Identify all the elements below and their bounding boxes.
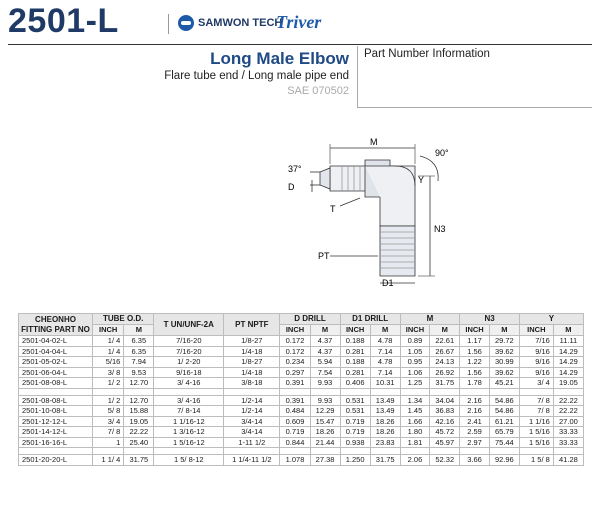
table-row xyxy=(19,427,584,438)
table-row xyxy=(19,455,584,466)
spacer-cell xyxy=(553,388,583,395)
fitting-drawing xyxy=(270,136,470,286)
table-cell: 24.13 xyxy=(430,357,460,368)
table-cell: 54.86 xyxy=(489,406,519,417)
table-cell: 23.83 xyxy=(370,437,400,448)
table-cell: 0.188 xyxy=(340,357,370,368)
label-d: D xyxy=(288,182,295,192)
part-number-cell: 2501-08-08-L xyxy=(19,395,93,406)
table-cell: 1.25 xyxy=(400,378,430,389)
spacer-cell xyxy=(224,448,280,455)
spacer-cell xyxy=(489,388,519,395)
part-number-cell: 2501-12-12-L xyxy=(19,416,93,427)
table-cell: 0.172 xyxy=(280,336,310,347)
header-rule xyxy=(8,44,592,45)
table-cell: 9.93 xyxy=(310,395,340,406)
table-cell: 4.78 xyxy=(370,357,400,368)
col-tube: TUBE O.D. xyxy=(93,314,154,325)
spacer-cell xyxy=(400,448,430,455)
table-cell: 31.75 xyxy=(124,455,154,466)
table-cell: 1.56 xyxy=(460,367,490,378)
table-cell: 5/ 8 xyxy=(93,406,124,417)
specification-table xyxy=(18,313,584,466)
table-cell: 12.70 xyxy=(124,378,154,389)
table-cell: 45.97 xyxy=(430,437,460,448)
spacer-cell xyxy=(154,388,224,395)
table-cell: 9/16-18 xyxy=(154,367,224,378)
label-d1: D1 xyxy=(382,278,394,286)
table-cell: 2.16 xyxy=(460,406,490,417)
table-cell: 1 5/16-12 xyxy=(154,437,224,448)
spacer-cell xyxy=(400,388,430,395)
table-cell: 1/4-18 xyxy=(224,346,280,357)
table-cell: 2.16 xyxy=(460,395,490,406)
table-cell: 4.37 xyxy=(310,336,340,347)
table-cell: 14.29 xyxy=(553,346,583,357)
table-cell: 92.96 xyxy=(489,455,519,466)
table-cell: 26.92 xyxy=(430,367,460,378)
table-cell: 7.14 xyxy=(370,367,400,378)
table-cell: 3/4-14 xyxy=(224,416,280,427)
label-angle90: 90° xyxy=(435,148,449,158)
spacer-cell xyxy=(553,448,583,455)
table-cell: 7/ 8 xyxy=(519,406,553,417)
table-cell: 4.78 xyxy=(370,336,400,347)
table-cell: 3/ 8 xyxy=(93,367,124,378)
product-description: Flare tube end / Long male pipe end xyxy=(164,70,349,82)
spacer-cell xyxy=(340,388,370,395)
spacer-cell xyxy=(19,448,93,455)
part-number-cell: 2501-04-04-L xyxy=(19,346,93,357)
table-cell: 12.29 xyxy=(310,406,340,417)
table-row xyxy=(19,406,584,417)
table-cell: 7.54 xyxy=(310,367,340,378)
table-cell: 13.49 xyxy=(370,395,400,406)
part-number-cell: 2501-04-02-L xyxy=(19,336,93,347)
table-cell: 5.94 xyxy=(310,357,340,368)
part-number-cell: 2501-06-04-L xyxy=(19,367,93,378)
spacer-cell xyxy=(370,448,400,455)
part-number-cell: 2501-05-02-L xyxy=(19,357,93,368)
part-number-cell: 2501-16-16-L xyxy=(19,437,93,448)
spacer-cell xyxy=(340,448,370,455)
table-cell: 1 5/16 xyxy=(519,427,553,438)
table-cell: 15.88 xyxy=(124,406,154,417)
sub-mm: M xyxy=(553,325,583,336)
table-cell: 9.93 xyxy=(310,378,340,389)
table-cell: 1.250 xyxy=(340,455,370,466)
table-cell: 0.281 xyxy=(340,367,370,378)
table-cell: 1 xyxy=(93,437,124,448)
table-cell: 3/8-18 xyxy=(224,378,280,389)
table-body xyxy=(19,336,584,466)
table-cell: 22.61 xyxy=(430,336,460,347)
spacer-cell xyxy=(460,388,490,395)
table-cell: 7/ 8 xyxy=(519,395,553,406)
table-cell: 1.078 xyxy=(280,455,310,466)
col-d: D DRILL xyxy=(280,314,340,325)
table-row xyxy=(19,346,584,357)
table-cell: 0.234 xyxy=(280,357,310,368)
sub-mm: M xyxy=(489,325,519,336)
table-spacer xyxy=(19,388,584,395)
table-cell: 25.40 xyxy=(124,437,154,448)
table-cell: 7/ 8-14 xyxy=(154,406,224,417)
table-cell: 27.38 xyxy=(310,455,340,466)
table-cell: 6.35 xyxy=(124,336,154,347)
table-cell: 0.844 xyxy=(280,437,310,448)
table-cell: 7/16-20 xyxy=(154,336,224,347)
table-cell: 3/ 4 xyxy=(93,416,124,427)
table-cell: 1.81 xyxy=(400,437,430,448)
table-cell: 0.89 xyxy=(400,336,430,347)
table-cell: 1/ 2-20 xyxy=(154,357,224,368)
table-row xyxy=(19,367,584,378)
spacer-cell xyxy=(19,388,93,395)
table-cell: 0.281 xyxy=(340,346,370,357)
table-cell: 2.97 xyxy=(460,437,490,448)
table-cell: 75.44 xyxy=(489,437,519,448)
table-cell: 1 3/16-12 xyxy=(154,427,224,438)
spacer-cell xyxy=(430,388,460,395)
table-cell: 61.21 xyxy=(489,416,519,427)
table-cell: 26.67 xyxy=(430,346,460,357)
sub-mm: M xyxy=(124,325,154,336)
table-cell: 13.49 xyxy=(370,406,400,417)
sub-inch: INCH xyxy=(340,325,370,336)
part-number-cell: 2501-20-20-L xyxy=(19,455,93,466)
table-cell: 9/16 xyxy=(519,367,553,378)
table-cell: 4.37 xyxy=(310,346,340,357)
label-m: M xyxy=(370,137,378,147)
label-pt: PT xyxy=(318,251,330,261)
table-cell: 0.297 xyxy=(280,367,310,378)
table-cell: 3/ 4-16 xyxy=(154,395,224,406)
table-cell: 0.938 xyxy=(340,437,370,448)
table-cell: 1 1/ 4 xyxy=(93,455,124,466)
table-cell: 7.14 xyxy=(370,346,400,357)
part-number-cell: 2501-10-08-L xyxy=(19,406,93,417)
spacer-cell xyxy=(370,388,400,395)
table-cell: 18.26 xyxy=(310,427,340,438)
part-number-title: 2501-L xyxy=(8,2,119,40)
table-cell: 0.484 xyxy=(280,406,310,417)
table-cell: 1/ 2 xyxy=(93,378,124,389)
sub-mm: M xyxy=(370,325,400,336)
table-cell: 3.66 xyxy=(460,455,490,466)
table-cell: 0.188 xyxy=(340,336,370,347)
spacer-cell xyxy=(430,448,460,455)
table-cell: 1 1/16-12 xyxy=(154,416,224,427)
label-t: T xyxy=(330,204,336,214)
table-cell: 10.31 xyxy=(370,378,400,389)
table-cell: 1.06 xyxy=(400,367,430,378)
table-cell: 15.47 xyxy=(310,416,340,427)
table-cell: 31.75 xyxy=(430,378,460,389)
table-cell: 2.59 xyxy=(460,427,490,438)
table-cell: 3/4-14 xyxy=(224,427,280,438)
table-row xyxy=(19,336,584,347)
table-cell: 1.45 xyxy=(400,406,430,417)
table-cell: 1/2-14 xyxy=(224,395,280,406)
table-cell: 30.99 xyxy=(489,357,519,368)
table-row xyxy=(19,395,584,406)
product-standard: SAE 070502 xyxy=(287,85,349,97)
label-n3: N3 xyxy=(434,224,446,234)
table-cell: 1/8-27 xyxy=(224,357,280,368)
table-cell: 1.56 xyxy=(460,346,490,357)
table-cell: 1.34 xyxy=(400,395,430,406)
table-cell: 1/ 2 xyxy=(93,395,124,406)
samwon-logo xyxy=(178,15,282,31)
table-cell: 21.44 xyxy=(310,437,340,448)
table-cell: 34.04 xyxy=(430,395,460,406)
col-t: T UN/UNF-2A xyxy=(154,314,224,336)
table-cell: 2.06 xyxy=(400,455,430,466)
table-cell: 1 1/16 xyxy=(519,416,553,427)
table-cell: 0.391 xyxy=(280,395,310,406)
table-cell: 19.05 xyxy=(124,416,154,427)
table-cell: 11.11 xyxy=(553,336,583,347)
table-cell: 14.29 xyxy=(553,367,583,378)
part-number-cell: 2501-08-08-L xyxy=(19,378,93,389)
table-cell: 18.26 xyxy=(370,427,400,438)
table-cell: 39.62 xyxy=(489,346,519,357)
table-cell: 7/16 xyxy=(519,336,553,347)
table-cell: 1/2-14 xyxy=(224,406,280,417)
table-cell: 22.22 xyxy=(553,395,583,406)
table-cell: 54.86 xyxy=(489,395,519,406)
table-row xyxy=(19,378,584,389)
table-cell: 1/4-18 xyxy=(224,367,280,378)
table-cell: 5/16 xyxy=(93,357,124,368)
table-row xyxy=(19,357,584,368)
table-cell: 1 1/4-11 1/2 xyxy=(224,455,280,466)
col-n3: N3 xyxy=(460,314,520,325)
spacer-cell xyxy=(124,388,154,395)
table-cell: 0.391 xyxy=(280,378,310,389)
table-cell: 1 5/ 8-12 xyxy=(154,455,224,466)
table-cell: 7.94 xyxy=(124,357,154,368)
table-cell: 1/ 4 xyxy=(93,336,124,347)
spacer-cell xyxy=(224,388,280,395)
spacer-cell xyxy=(124,448,154,455)
table-cell: 1/8-27 xyxy=(224,336,280,347)
table-row xyxy=(19,416,584,427)
table-cell: 9/16 xyxy=(519,357,553,368)
spacer-cell xyxy=(489,448,519,455)
table-cell: 33.33 xyxy=(553,437,583,448)
spacer-cell xyxy=(310,448,340,455)
table-cell: 9/16 xyxy=(519,346,553,357)
table-cell: 22.22 xyxy=(553,406,583,417)
col-d1: D1 DRILL xyxy=(340,314,400,325)
table-cell: 0.719 xyxy=(280,427,310,438)
spacer-cell xyxy=(280,448,310,455)
table-cell: 9.53 xyxy=(124,367,154,378)
table-cell: 3/ 4-16 xyxy=(154,378,224,389)
table-cell: 36.83 xyxy=(430,406,460,417)
spacer-cell xyxy=(519,388,553,395)
table-cell: 1.66 xyxy=(400,416,430,427)
table-cell: 29.72 xyxy=(489,336,519,347)
spacer-cell xyxy=(93,448,124,455)
table-cell: 0.95 xyxy=(400,357,430,368)
table-cell: 33.33 xyxy=(553,427,583,438)
table-cell: 2.41 xyxy=(460,416,490,427)
spacer-cell xyxy=(310,388,340,395)
table-cell: 0.406 xyxy=(340,378,370,389)
triver-logo: Triver xyxy=(276,12,322,32)
table-cell: 0.719 xyxy=(340,427,370,438)
table-cell: 31.75 xyxy=(370,455,400,466)
sub-mm: M xyxy=(430,325,460,336)
col-y: Y xyxy=(519,314,583,325)
spacer-cell xyxy=(154,448,224,455)
spacer-cell xyxy=(280,388,310,395)
table-cell: 7/ 8 xyxy=(93,427,124,438)
table-cell: 0.531 xyxy=(340,406,370,417)
table-cell: 1/ 4 xyxy=(93,346,124,357)
table-row xyxy=(19,437,584,448)
part-number-cell: 2501-14-12-L xyxy=(19,427,93,438)
table-cell: 7/16-20 xyxy=(154,346,224,357)
table-cell: 39.62 xyxy=(489,367,519,378)
table-cell: 1.80 xyxy=(400,427,430,438)
col-pt: PT NPTF xyxy=(224,314,280,336)
table-cell: 1 5/ 8 xyxy=(519,455,553,466)
table-cell: 12.70 xyxy=(124,395,154,406)
sub-mm: M xyxy=(310,325,340,336)
label-angle37: 37° xyxy=(288,164,302,174)
table-cell: 1.17 xyxy=(460,336,490,347)
header xyxy=(0,0,600,44)
part-number-info-label: Part Number Information xyxy=(364,48,490,60)
table-cell: 1.78 xyxy=(460,378,490,389)
table-cell: 0.609 xyxy=(280,416,310,427)
table-spacer xyxy=(19,448,584,455)
sub-inch: INCH xyxy=(400,325,430,336)
table-cell: 19.05 xyxy=(553,378,583,389)
table-cell: 3/ 4 xyxy=(519,378,553,389)
table-cell: 1 5/16 xyxy=(519,437,553,448)
samwon-logo-text: SAMWON TECH xyxy=(198,17,283,29)
table-cell: 1.05 xyxy=(400,346,430,357)
product-name: Long Male Elbow xyxy=(210,49,349,68)
table-cell: 0.719 xyxy=(340,416,370,427)
col-fitting: CHEONHO FITTING PART NO xyxy=(19,314,93,336)
table-cell: 52.32 xyxy=(430,455,460,466)
table-cell: 1-11 1/2 xyxy=(224,437,280,448)
table-cell: 41.28 xyxy=(553,455,583,466)
table-cell: 0.531 xyxy=(340,395,370,406)
spacer-cell xyxy=(519,448,553,455)
title-box xyxy=(8,46,358,108)
table-cell: 45.72 xyxy=(430,427,460,438)
sub-inch: INCH xyxy=(460,325,490,336)
sub-inch: INCH xyxy=(93,325,124,336)
table-cell: 22.22 xyxy=(124,427,154,438)
table-cell: 45.21 xyxy=(489,378,519,389)
table-cell: 27.00 xyxy=(553,416,583,427)
spacer-cell xyxy=(93,388,124,395)
samwon-logo-icon xyxy=(178,15,194,31)
table-cell: 65.79 xyxy=(489,427,519,438)
sub-inch: INCH xyxy=(280,325,310,336)
col-m: M xyxy=(400,314,460,325)
label-y: Y xyxy=(418,175,425,185)
table-cell: 0.172 xyxy=(280,346,310,357)
table-cell: 1.22 xyxy=(460,357,490,368)
table-cell: 18.26 xyxy=(370,416,400,427)
table-cell: 42.16 xyxy=(430,416,460,427)
table-cell: 6.35 xyxy=(124,346,154,357)
spacer-cell xyxy=(460,448,490,455)
sub-inch: INCH xyxy=(519,325,553,336)
header-divider xyxy=(168,14,169,34)
table-cell: 14.29 xyxy=(553,357,583,368)
